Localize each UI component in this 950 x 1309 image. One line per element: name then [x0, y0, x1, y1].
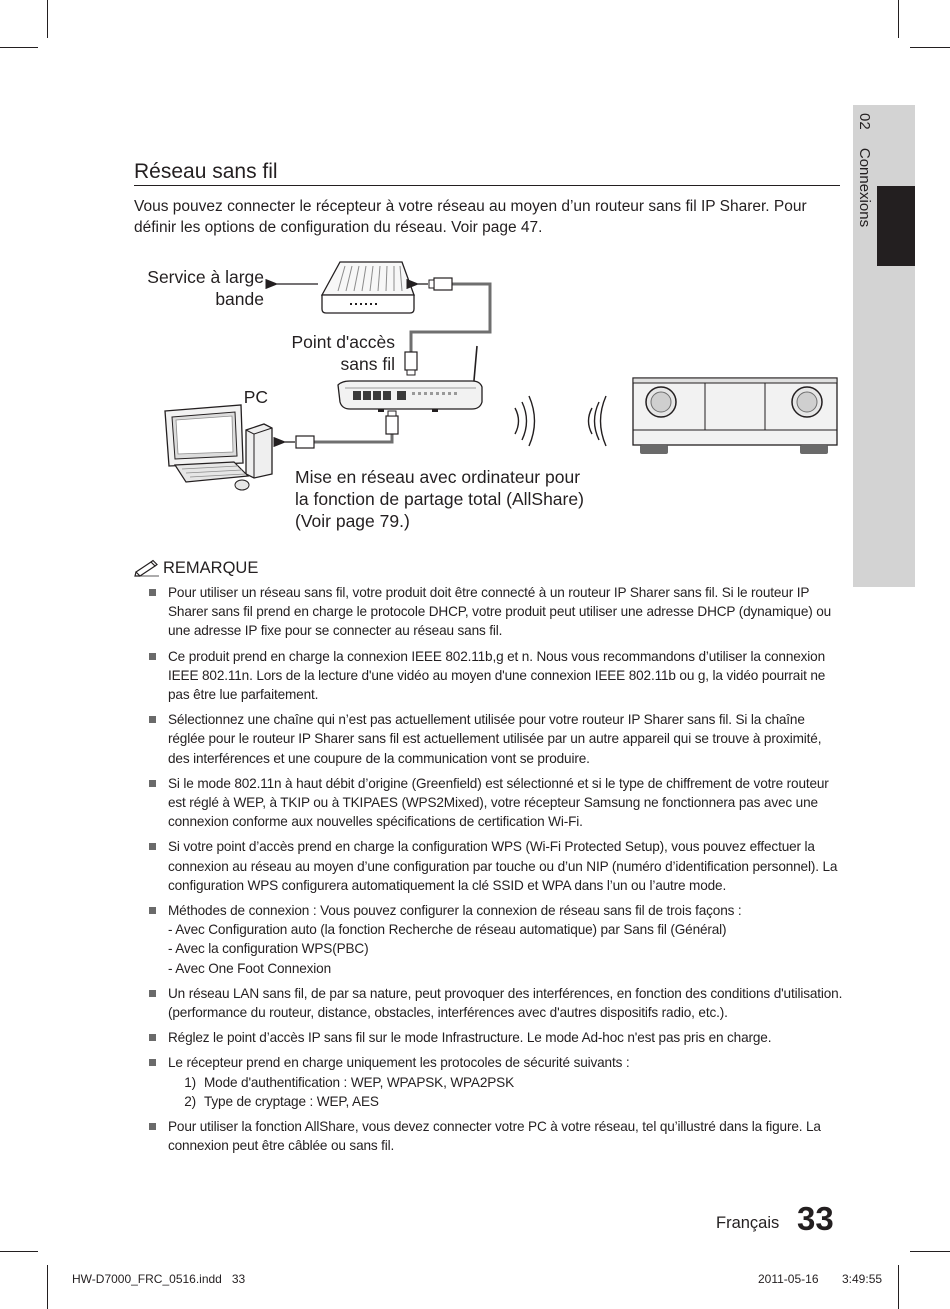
bullet-square-icon	[149, 1059, 156, 1066]
intro-paragraph: Vous pouvez connecter le récepteur à votre réseau au moyen d’un routeur sans fil IP Sharer. Pour définir les options de configuration du réseau. Voir page 47.	[134, 198, 807, 236]
remark-item	[148, 984, 843, 1022]
remark-item	[148, 1053, 843, 1111]
remark-item	[148, 647, 843, 705]
remark-heading	[134, 556, 854, 580]
remark-numbered-item	[168, 1073, 843, 1092]
remark-item-text: Si votre point d’accès prend en charge la configuration WPS (Wi-Fi Protected Setup), vous pouvez effectuer la connexion au réseau au moyen d’une configuration par touche ou d’un NIP (numéro d’identification personnel). La configuration WPS configurera automatiquement la clé SSID et WPA dans l’un ou l’autre mode.	[168, 839, 838, 893]
network-plug-icon	[405, 352, 417, 375]
remark-item	[148, 1117, 843, 1155]
item-number: 2)	[184, 1093, 196, 1109]
remark-item-text: Méthodes de connexion : Vous pouvez configurer la connexion de réseau sans fil de trois façons :	[168, 903, 742, 919]
bullet-square-icon	[149, 990, 156, 997]
remark-subitem: - Avec la configuration WPS(PBC)	[168, 941, 369, 957]
pc-label: PC	[243, 387, 268, 407]
remark-item	[148, 774, 843, 832]
remark-item-text: Le récepteur prend en charge uniquement les protocoles de sécurité suivants :	[168, 1055, 630, 1071]
bullet-square-icon	[149, 780, 156, 787]
remark-item-text: Pour utiliser un réseau sans fil, votre produit doit être connecté à un routeur IP Sharer sans fil. Si le routeur IP Sharer sans fil prend en charge le protocole DHCP, votre produit peut utiliser une adresse DHCP (dynamique) ou une adresse IP fixe pour se connecter au réseau sans fil.	[168, 585, 832, 639]
pencil-icon	[134, 559, 160, 577]
remark-item	[148, 837, 843, 895]
crop-mark	[898, 1265, 899, 1309]
remark-item-text: Pour utiliser la fonction AllShare, vous devez connecter votre PC à votre réseau, tel qu’illustré dans la figure. La connexion peut être câblée ou sans fil.	[168, 1119, 821, 1154]
modem-icon	[322, 262, 414, 313]
chapter-name: Connexions	[856, 147, 873, 228]
broadband-label: Service à large bande	[147, 267, 264, 309]
av-receiver-icon	[633, 378, 837, 454]
print-slug-file: HW-D7000_FRC_0516.indd 33	[72, 1272, 246, 1286]
item-number: 1)	[184, 1074, 196, 1090]
wifi-signal-icon	[515, 396, 606, 446]
item-text: Mode d'authentification : WEP, WPAPSK, WPA2PSK	[204, 1074, 515, 1090]
bullet-square-icon	[149, 843, 156, 850]
remark-item-text: Sélectionnez une chaîne qui n’est pas actuellement utilisée pour votre routeur IP Sharer sans fil. Si la chaîne réglée pour le routeur IP Sharer sans fil est actuellement utilisée par un autre appareil qui se trouve à proximité, des interférences et une coupure de la communication vont se produire.	[168, 712, 822, 766]
bullet-square-icon	[149, 907, 156, 914]
remark-item	[148, 901, 843, 978]
crop-mark	[47, 1265, 48, 1309]
remark-numbered-item	[168, 1092, 843, 1111]
allshare-caption	[295, 466, 595, 532]
item-text: Type de cryptage : WEP, AES	[204, 1093, 379, 1109]
allshare-page-ref: (Voir page 79.)	[295, 511, 410, 531]
remark-item-text: Si le mode 802.11n à haut débit d’origine (Greenfield) est sélectionné et si le type de chiffrement de votre routeur est réglé à WEP, à TKIP ou à TKIPAES (WPS2Mixed), votre récepteur Samsung ne fonctionnera pas avec une connexion conforme aux nouvelles spécifications de certification Wi-Fi.	[168, 775, 829, 830]
bullet-square-icon	[149, 1123, 156, 1130]
remark-item	[148, 1028, 843, 1047]
remark-item-text: Un réseau LAN sans fil, de par sa nature, peut provoquer des interférences, en fonction des conditions d'utilisation. (performance du routeur, distance, obstacles, interférences avec d'autres dispositifs radio, etc.).	[168, 985, 843, 1021]
bullet-square-icon	[149, 653, 156, 660]
remark-item	[148, 583, 843, 641]
section-title: Réseau sans fil	[134, 160, 278, 183]
remark-item-text: Ce produit prend en charge la connexion IEEE 802.11b,g et n. Nous vous recommandons d’utiliser la connexion IEEE 802.11n. Lors de la lecture d'une vidéo au moyen d'une connexion IEEE 802.11b ou g, la vidéo pourrait ne pas être lue parfaitement.	[168, 648, 826, 703]
network-plug-icon	[386, 411, 398, 434]
print-slug-date: 2011-05-16	[758, 1272, 819, 1286]
crop-mark	[910, 1251, 950, 1252]
remark-section	[134, 556, 854, 1154]
remark-subitem: - Avec Configuration auto (la fonction Recherche de réseau automatique) par Sans fil (Général)	[168, 922, 727, 938]
router-uplink-cable	[411, 284, 490, 352]
remark-subitem: - Avec One Foot Connexion	[168, 960, 331, 976]
remark-item	[148, 710, 843, 768]
bullet-square-icon	[149, 1034, 156, 1041]
footer-language: Français	[716, 1214, 780, 1232]
chapter-number: 02	[856, 113, 873, 130]
bullet-square-icon	[149, 716, 156, 723]
crop-mark	[0, 1251, 38, 1252]
network-plug-icon	[429, 278, 452, 290]
network-plug-icon	[296, 436, 314, 448]
print-slug-time: 3:49:55	[842, 1272, 883, 1286]
desktop-pc-icon	[165, 405, 272, 490]
pc-cable	[314, 420, 392, 442]
bullet-square-icon	[149, 589, 156, 596]
page-number: 33	[797, 1200, 834, 1237]
remark-item-text: Réglez le point d’accès IP sans fil sur le mode Infrastructure. Le mode Ad-hoc n'est pas pris en charge.	[168, 1030, 772, 1046]
remark-title: REMARQUE	[163, 559, 259, 577]
allshare-label: Mise en réseau avec ordinateur pour la fonction de partage total (AllShare)	[295, 467, 584, 509]
remark-list	[148, 583, 843, 1161]
access-point-label: Point d'accès sans fil	[291, 332, 395, 374]
